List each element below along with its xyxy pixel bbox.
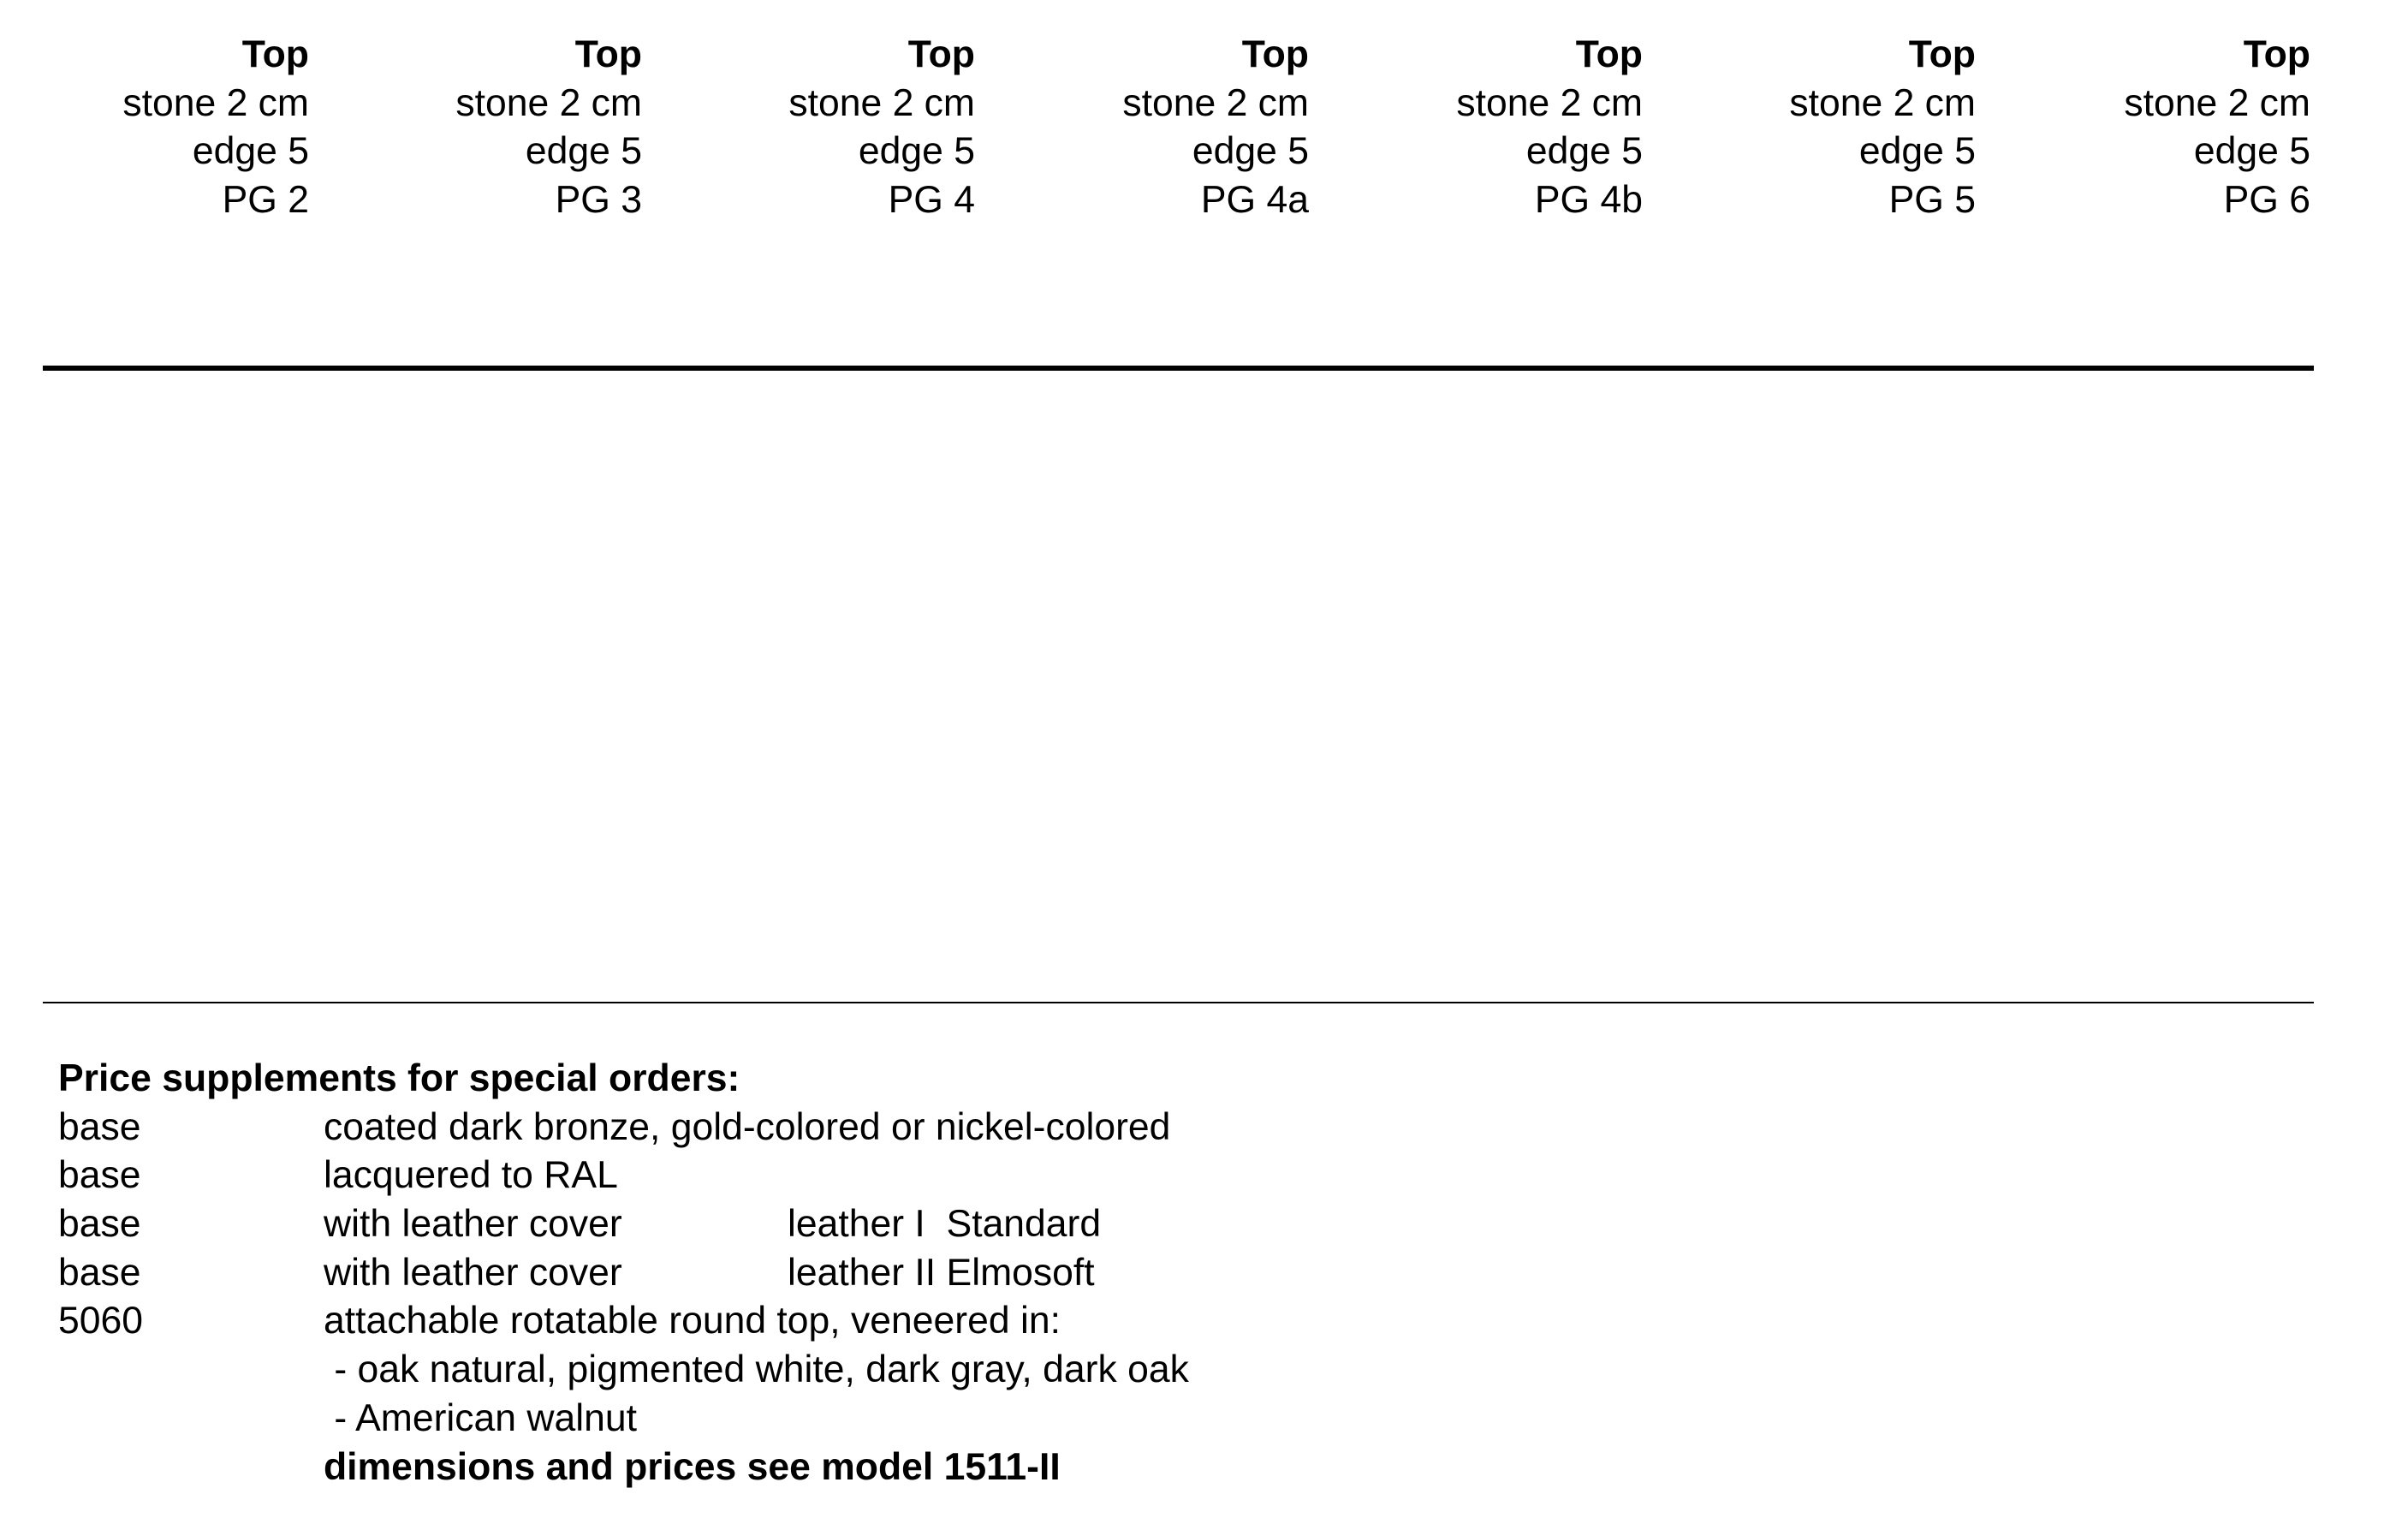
column-title: Top: [1575, 33, 1643, 75]
supplement-item: base: [58, 1105, 141, 1148]
supplement-description: with leather cover: [324, 1203, 622, 1246]
supplement-row: [58, 1297, 1061, 1346]
supplement-item: base: [58, 1251, 141, 1294]
column-header-pg3: [334, 31, 642, 224]
supplement-note: dimensions and prices see model 1511-II: [324, 1445, 1061, 1488]
supplement-description: coated dark bronze, gold-colored or nickel-colored: [324, 1105, 1171, 1148]
supplement-description: - American walnut: [324, 1396, 638, 1439]
price-supplements: [58, 1055, 1189, 1491]
column-title: Top: [241, 33, 309, 75]
column-edge: edge 5: [1858, 130, 1976, 172]
supplement-item: 5060: [58, 1300, 143, 1342]
column-price-group: PG 5: [1888, 178, 1976, 221]
supplement-note-row: [58, 1444, 1061, 1492]
supplement-option: leather I Standard: [788, 1203, 1102, 1246]
column-edge: edge 5: [1525, 130, 1643, 172]
supplements-heading: Price supplements for special orders:: [58, 1057, 740, 1099]
column-title: Top: [574, 33, 642, 75]
column-material: stone 2 cm: [1789, 81, 1976, 124]
column-title: Top: [1908, 33, 1976, 75]
column-title: Top: [2243, 33, 2310, 75]
column-material: stone 2 cm: [1456, 81, 1643, 124]
supplement-item: base: [58, 1154, 141, 1197]
column-edge: edge 5: [192, 130, 309, 172]
column-header-pg4: [667, 31, 975, 224]
supplement-description: - oak natural, pigmented white, dark gray, dark oak: [324, 1348, 1189, 1391]
column-edge: edge 5: [1192, 130, 1309, 172]
supplement-row: [58, 1152, 740, 1200]
column-price-group: PG 4: [888, 178, 975, 221]
supplement-description: lacquered to RAL: [324, 1154, 618, 1197]
column-material: stone 2 cm: [122, 81, 309, 124]
supplement-row: [58, 1200, 1102, 1249]
supplement-item: base: [58, 1203, 141, 1246]
column-header-pg2: [1, 31, 309, 224]
supplement-description: with leather cover: [324, 1251, 622, 1294]
column-material: stone 2 cm: [788, 81, 975, 124]
column-header-pg4a: [1001, 31, 1309, 224]
column-header-pg4b: [1335, 31, 1643, 224]
supplement-row: [58, 1346, 1189, 1395]
column-header-pg5: [1668, 31, 1976, 224]
column-title: Top: [1241, 33, 1309, 75]
supplement-row: [58, 1395, 740, 1444]
column-edge: edge 5: [858, 130, 975, 172]
column-material: stone 2 cm: [2124, 81, 2310, 124]
supplement-option: leather II Elmosoft: [788, 1251, 1095, 1294]
column-edge: edge 5: [2193, 130, 2310, 172]
column-price-group: PG 3: [555, 178, 642, 221]
column-header-pg6: [2002, 31, 2310, 224]
supplement-row: [58, 1104, 1171, 1152]
column-price-group: PG 4a: [1200, 178, 1309, 221]
header-divider: [43, 366, 2314, 371]
column-price-group: PG 2: [222, 178, 309, 221]
column-material: stone 2 cm: [1122, 81, 1309, 124]
supplement-row: [58, 1249, 1095, 1298]
column-price-group: PG 6: [2223, 178, 2310, 221]
supplement-description: attachable rotatable round top, veneered in:: [324, 1300, 1061, 1342]
column-price-group: PG 4b: [1534, 178, 1643, 221]
column-edge: edge 5: [525, 130, 642, 172]
column-title: Top: [907, 33, 975, 75]
section-divider: [43, 1002, 2314, 1003]
column-material: stone 2 cm: [455, 81, 642, 124]
